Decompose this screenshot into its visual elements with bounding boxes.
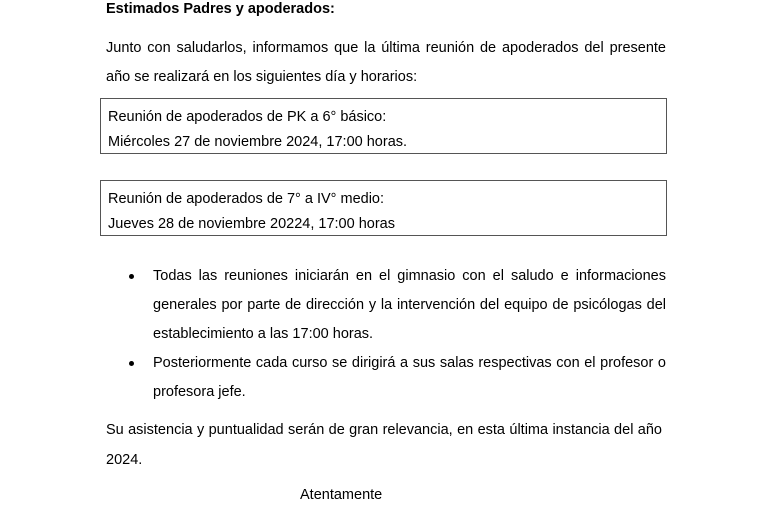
closing-paragraph: Su asistencia y puntualidad serán de gran relevancia, en esta última instancia del año 2024. [106,422,662,468]
meeting-date: Miércoles 27 de noviembre 2024, 17:00 horas. [108,134,408,150]
signoff-text: Atentamente [300,487,383,503]
intro-paragraph: Junto con saludarlos, informamos que la última reunión de apoderados del presente año se realizará en los siguientes día y horarios: [106,40,666,85]
meeting-box-pk-6 [100,98,667,154]
meeting-title: Reunión de apoderados de 7° a IV° medio: [108,191,385,207]
meeting-box-7-iv [100,180,667,236]
greeting-heading: Estimados Padres y apoderados: [106,1,335,17]
list-item [106,262,666,349]
bullet-icon [129,361,134,366]
meeting-title: Reunión de apoderados de PK a 6° básico: [108,109,387,125]
list-item [106,349,666,407]
info-bullet-list [106,262,666,407]
meeting-date: Jueves 28 de noviembre 20224, 17:00 horas [108,216,395,232]
bullet-text: Todas las reuniones iniciarán en el gimnasio con el saludo e informaciones generales por parte de dirección y la intervención del equipo de psicólogas del establecimiento a las 17:00 horas. [153,268,666,342]
bullet-icon [129,274,134,279]
bullet-text: Posteriormente cada curso se dirigirá a sus salas respectivas con el profesor o profesora jefe. [153,355,666,400]
